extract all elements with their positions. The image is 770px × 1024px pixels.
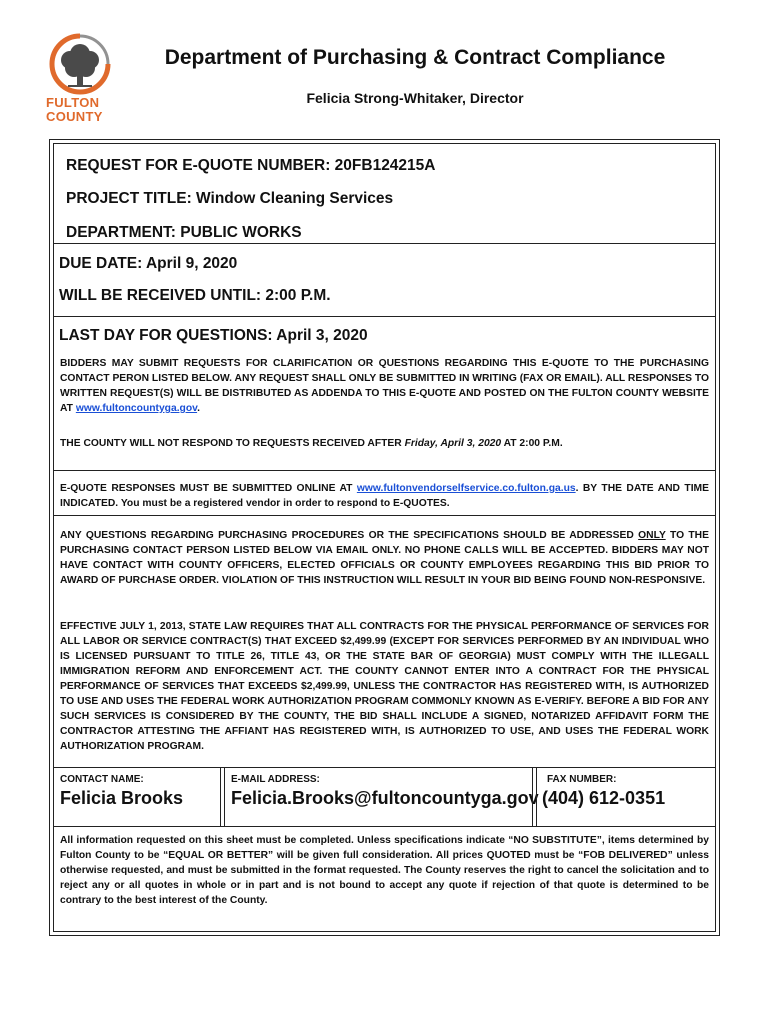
no-response-text bbox=[60, 436, 709, 451]
contact-grid bbox=[54, 767, 715, 827]
contact-name-value: Felicia Brooks bbox=[60, 788, 184, 808]
fax-label: FAX NUMBER: bbox=[547, 774, 617, 785]
vendor-self-service-link[interactable]: www.fultonvendorselfservice.co.fulton.ga.us bbox=[356, 483, 576, 494]
questions-policy-only: ONLY bbox=[638, 530, 666, 541]
project-title: PROJECT TITLE: Window Cleaning Services bbox=[66, 190, 394, 207]
due-date: DUE DATE: April 9, 2020 bbox=[59, 255, 238, 272]
policy-section bbox=[54, 515, 715, 767]
questions-policy-text bbox=[60, 528, 709, 588]
contact-name-label: CONTACT NAME: bbox=[60, 774, 144, 785]
questions-policy-suffix: TO THE PURCHASING CONTACT PERSON LISTED BELOW VIA EMAIL ONLY. NO PHONE CALLS WILL BE ACCEPTED. BIDDERS MAY NOT HAVE CONTACT WITH COUNTY OFFICERS, ELECTED OFFICIALS OR COUNTY EMPLOYEES REGARDING THIS BID PRIOR TO AWARD OF PURCHASE ORDER. VIOLATION OF THIS INSTRUCTION WILL RESULT IN YOUR BID BEING FOUND NON-RESPONSIVE. bbox=[60, 530, 709, 586]
no-response-suffix: AT 2:00 P.M. bbox=[501, 438, 563, 449]
logo-text-line1: FULTON bbox=[46, 95, 100, 110]
contact-divider-2 bbox=[532, 768, 537, 826]
quote-form-frame bbox=[49, 139, 720, 936]
email-label: E-MAIL ADDRESS: bbox=[231, 774, 320, 785]
quote-header-section bbox=[54, 144, 715, 244]
contact-name-cell bbox=[54, 768, 219, 826]
submission-suffix: . BY THE DATE AND TIME INDICATED. You must be a registered vendor in order to respond to E-QUOTES. bbox=[60, 483, 709, 509]
quote-number: REQUEST FOR E-QUOTE NUMBER: 20FB124215A bbox=[66, 157, 436, 174]
quote-form bbox=[53, 143, 716, 932]
received-until: WILL BE RECEIVED UNTIL: 2:00 P.M. bbox=[59, 287, 331, 304]
submission-prefix: E-QUOTE RESPONSES MUST BE SUBMITTED ONLINE AT bbox=[60, 483, 357, 494]
due-date-section bbox=[54, 243, 715, 317]
logo-text-line2: COUNTY bbox=[46, 109, 103, 124]
logo-wordmark bbox=[46, 96, 103, 124]
questions-policy-prefix: ANY QUESTIONS REGARDING PURCHASING PROCEDURES OR THE SPECIFICATIONS SHOULD BE ADDRESSED bbox=[60, 530, 639, 541]
tree-icon bbox=[61, 44, 99, 87]
fax-value: (404) 612-0351 bbox=[542, 788, 666, 808]
last-day-questions: LAST DAY FOR QUESTIONS: April 3, 2020 bbox=[59, 327, 368, 344]
no-response-prefix: THE COUNTY WILL NOT RESPOND TO REQUESTS RECEIVED AFTER bbox=[60, 438, 405, 449]
state-law-text: EFFECTIVE JULY 1, 2013, STATE LAW REQUIRES THAT ALL CONTRACTS FOR THE PHYSICAL PERFORMANCE OF SERVICES FOR ALL LABOR OR SERVICE CONTRACT(S) THAT EXCEED $2,499.99 (EXCEPT FOR SERVICES PERFORMED BY AN INDIVIDUAL WHO IS LICENSED PURSUANT TO TITLE 26, TITLE 43, OR THE STATE BAR OF GEORGIA) MUST COMPLY WITH THE ILLEGALL IMMIGRATION REFORM AND ENFORCEMENT ACT. THE COUNTY CANNOT ENTER INTO A CONTRACT FOR THE PHYSICAL PERFORMANCE OF SERVICES THAT EXCEEDS $2,499.99, UNLESS THE CONTRACTOR HAS REGISTERED WITH, IS AUTHORIZED TO USE AND USES THE FEDERAL WORK AUTHORIZATION PROGRAM COMMONLY KNOWN AS E-VERIFY. BEFORE A BID FOR ANY SUCH SERVICES IS CONSIDERED BY THE COUNTY, THE BID SHALL INCLUDE A SIGNED, NOTARIZED AFFIDAVIT FORM THE CONTRACTOR ATTESTING THE AFFIANT HAS REGISTERED WITH, IS AUTHORIZED TO USE, AND USES THE FEDERAL WORK AUTHORIZATION PROGRAM. bbox=[60, 621, 709, 752]
email-value: Felicia.Brooks@fultoncountyga.gov bbox=[231, 788, 539, 808]
footer-note: All information requested on this sheet must be completed. Unless specifications indicate “NO SUBSTITUTE”, items determined by Fulton County to be “EQUAL OR BETTER” will be given full consideration. All prices QUOTED must be “FOB DELIVERED” unless otherwise requested, and must be submitted in the format requested. The County reserves the right to cancel the solicitation and to reject any or all quotes in whole or in part and is not bound to accept any quote if rejection of that quote is determined to be contrary to the best interest of the County. bbox=[60, 835, 709, 906]
fax-cell bbox=[538, 768, 708, 826]
questions-section bbox=[54, 316, 715, 471]
no-response-date: Friday, April 3, 2020 bbox=[404, 438, 502, 449]
director-name: Felicia Strong-Whitaker, Director bbox=[306, 90, 524, 106]
email-cell bbox=[226, 768, 539, 826]
submission-section bbox=[54, 470, 715, 516]
clarification-end: . bbox=[197, 403, 200, 414]
department: DEPARTMENT: PUBLIC WORKS bbox=[66, 224, 302, 241]
clarification-body: BIDDERS MAY SUBMIT REQUESTS FOR CLARIFICATION OR QUESTIONS REGARDING THIS E-QUOTE TO THE PURCHASING CONTACT PERON LISTED BELOW. ANY REQUEST SHALL ONLY BE SUBMITTED IN WRITING (FAX OR EMAIL). ALL RESPONSES TO WRITTEN REQUEST(S) WILL BE DISTRIBUTED AS ADDENDA TO THIS E-QUOTE AND POSTED ON THE FULTON COUNTY WEBSITE AT bbox=[60, 358, 709, 414]
contact-divider-1 bbox=[220, 768, 225, 826]
county-website-link[interactable]: www.fultoncountyga.gov bbox=[75, 403, 198, 414]
submission-text bbox=[60, 481, 709, 511]
clarification-text bbox=[60, 356, 709, 416]
page-title: Department of Purchasing & Contract Compliance bbox=[164, 46, 666, 69]
